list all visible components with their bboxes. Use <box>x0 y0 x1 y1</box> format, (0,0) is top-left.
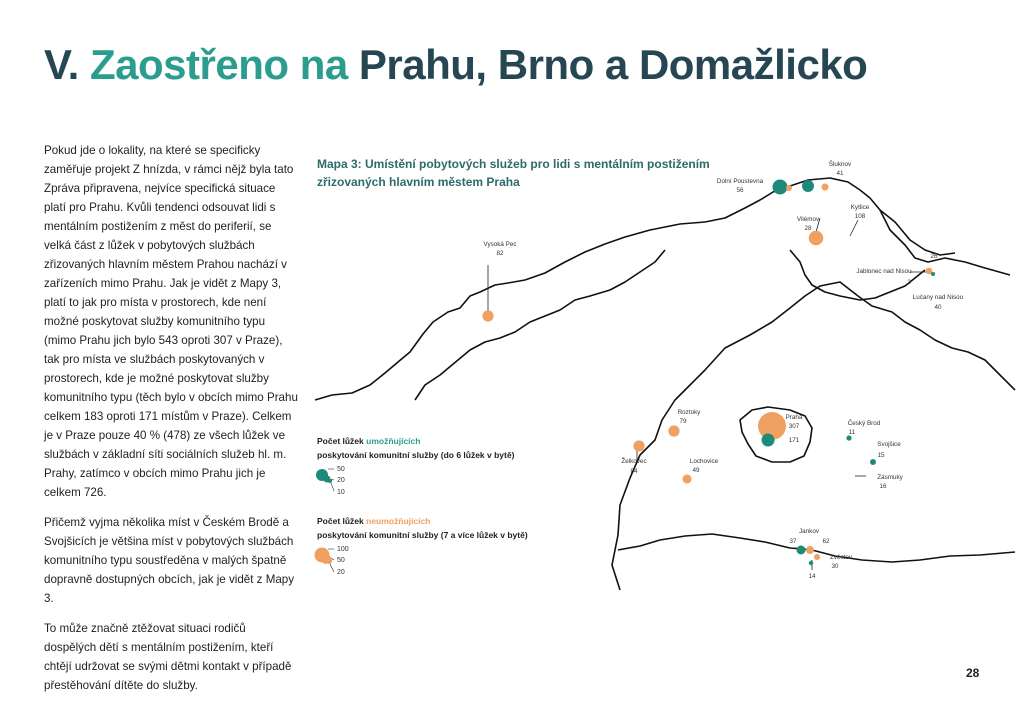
legend-noncommunity-highlight: neumožňujících <box>366 516 431 526</box>
legend-community-value-1: 50 <box>337 466 345 473</box>
paragraph-3: To může značně ztěžovat situaci rodičů dospělých dětí s mentálním postižením, kteří chtějí udržovat se svými dětmi kontakt v případě přestěhování dítěte do služby. <box>44 622 292 692</box>
value-sluknov: 41 <box>836 170 844 177</box>
svg-text:79 <box>679 418 687 425</box>
label-zvestov: Zvěstov <box>829 554 853 561</box>
label-lucany: Lučany nad Nisou <box>912 294 964 301</box>
symbol-sluknov <box>802 180 814 192</box>
value-vysoka-pec: 82 <box>496 250 504 257</box>
legend-noncommunity-value-3: 20 <box>337 569 345 576</box>
legend-community-value-3: 10 <box>337 489 345 496</box>
value-jankov-62: 62 <box>822 538 830 545</box>
symbol-zvestov-orange <box>814 554 820 560</box>
legend-noncommunity-values <box>337 546 349 576</box>
svg-text:26 <box>930 253 938 260</box>
value-vilemov: 28 <box>804 225 812 232</box>
value-zvestov-14: 14 <box>808 573 816 580</box>
symbol-roztoky <box>668 425 679 436</box>
label-sluknov: Šluknov <box>828 161 852 168</box>
svg-text:Jablonec nad Nisou <box>856 268 912 275</box>
value-lucany: 40 <box>934 304 942 311</box>
leader-kytlice <box>850 220 858 236</box>
map-symbols <box>482 180 935 566</box>
legend-community-line2: poskytování komunitní služby (do 6 lůžek v bytě) <box>317 450 515 460</box>
value-dolni-poustevna: 56 <box>736 187 744 194</box>
svg-text:Praha <box>786 414 803 421</box>
svg-text:Šluknov <box>829 159 852 168</box>
svg-text:Vilémov <box>797 216 820 223</box>
value-zelkovec: 84 <box>630 468 638 475</box>
svg-text:84 <box>630 468 638 475</box>
legend-noncommunity-prefix: Počet lůžek <box>317 516 367 526</box>
value-zasmuky: 16 <box>879 483 887 490</box>
legend-community-circle-small <box>328 479 332 483</box>
svg-text:307 <box>789 423 800 430</box>
svg-text:2 <box>907 279 911 286</box>
symbol-cesky-brod <box>846 435 851 440</box>
legend-community-symbols <box>316 469 334 491</box>
svg-text:Jankov <box>799 528 820 535</box>
svg-text:56 <box>736 187 744 194</box>
symbol-dolni-poustevna-orange <box>786 185 792 191</box>
symbol-lochovice <box>683 475 692 484</box>
svg-text:62 <box>822 538 830 545</box>
label-zelkovec: Želkovec <box>621 458 647 465</box>
svg-text:28 <box>804 225 812 232</box>
symbol-kytlice <box>809 231 824 246</box>
value-svojsice: 15 <box>877 452 885 459</box>
symbol-zvestov-teal <box>809 561 813 565</box>
svg-text:Zvěstov <box>830 554 853 561</box>
border-liberec <box>880 210 955 255</box>
symbol-jankov-orange <box>806 546 814 554</box>
symbol-vysoka-pec <box>482 310 493 321</box>
svg-text:49 <box>692 467 700 474</box>
svg-text:108 <box>855 213 866 220</box>
svg-text:Český Brod <box>848 418 881 427</box>
svg-text:Vysoká Pec <box>483 241 516 248</box>
svg-text:Lučany nad Nisou <box>913 294 964 301</box>
label-praha: Praha <box>785 414 803 421</box>
page-number: 28 <box>966 666 980 680</box>
map-title-line1: Mapa 3: Umístění pobytových služeb pro lidi s mentálním postižením <box>317 157 710 171</box>
symbol-svojsice <box>870 459 876 465</box>
label-dolni-poustevna: Dolní Poustevna <box>716 178 764 185</box>
svg-text:171 <box>789 437 800 444</box>
place-labels <box>483 159 963 580</box>
svg-text:Dolní Poustevna <box>717 178 764 185</box>
label-lochovice: Lochovice <box>689 458 719 465</box>
svg-text:Roztoky <box>678 409 702 416</box>
border-czech-outline <box>315 178 1010 400</box>
value-zvestov: 30 <box>831 563 839 570</box>
value-cesky-brod: 11 <box>848 429 856 436</box>
symbol-praha-teal <box>762 434 775 447</box>
svg-text:14 <box>808 573 816 580</box>
label-jablonec: Jablonec nad Nisou <box>856 268 912 275</box>
symbol-zelkovec <box>633 440 644 451</box>
value-jankov-37: 37 <box>789 538 797 545</box>
heading-part3: Prahu, Brno a Domažlicko <box>358 41 868 88</box>
value-lochovice: 49 <box>692 467 700 474</box>
label-zasmuky: Zásmuky <box>877 474 903 481</box>
symbol-dolni-poustevna <box>773 180 788 195</box>
legend-community-highlight: umožňujících <box>366 436 421 446</box>
svg-text:41 <box>836 170 844 177</box>
legend-noncommunity-line2: poskytování komunitní služby (7 a více lůžek v bytě) <box>317 530 528 540</box>
svg-text:37 <box>789 538 797 545</box>
value-jablonec-2: 2 <box>907 279 911 286</box>
border-west-bohemia <box>415 250 665 400</box>
label-svojsice: Svojšice <box>877 441 901 448</box>
legend-community-prefix: Počet lůžek <box>317 436 367 446</box>
svg-text:16 <box>879 483 887 490</box>
legend-noncommunity-value-1: 100 <box>337 546 349 553</box>
heading-part2: Zaostřeno na <box>90 41 348 88</box>
label-roztoky: Roztoky <box>677 409 701 416</box>
symbol-vilemov <box>822 184 829 191</box>
label-vysoka-pec: Vysoká Pec <box>483 241 517 248</box>
legend-noncommunity-circle-small <box>326 558 332 564</box>
svg-text:15 <box>877 452 885 459</box>
label-jankov: Jankov <box>799 528 819 535</box>
svg-text:82 <box>496 250 504 257</box>
legend-noncommunity-value-2: 50 <box>337 557 345 564</box>
label-kytlice: Kytlice <box>850 204 870 211</box>
svg-text:Svojšice <box>877 441 901 448</box>
legend-community-value-2: 20 <box>337 477 345 484</box>
value-praha-171: 171 <box>788 437 800 444</box>
symbol-jablonec-teal <box>931 272 935 276</box>
svg-text:Lochovice <box>690 458 719 465</box>
label-cesky-brod: Český Brod <box>847 420 881 427</box>
label-vilemov: Vilémov <box>796 216 820 223</box>
svg-text:40 <box>934 304 942 311</box>
legend-noncommunity-title <box>317 514 528 542</box>
svg-text:Želkovec <box>621 456 646 465</box>
svg-text:11 <box>849 429 856 436</box>
svg-text:Kytlice <box>851 204 870 211</box>
value-praha-307: 307 <box>788 423 800 430</box>
heading-part1: V. <box>44 41 79 88</box>
value-jablonec-26: 26 <box>930 253 938 260</box>
svg-text:30 <box>831 563 839 570</box>
legend-community-title <box>317 434 514 462</box>
paragraph-1: Pokud jde o lokality, na které se specificky zaměřuje projekt Z hnízda, v rámci nějž byla tato Zpráva připravena, nejvíce specifická situace platí pro Prahu. Kvůli tendenci odsouvat lidi s mentálním postižením z měst do periferií, se velká část z lůžek v pobytových službách zřizovaných hlavním městem Prahou nachází v zařízeních mimo Prahu. Jak je vidět z Mapy 3, platí to jak pro místa v prostorech, kde není možné poskytovat služby komunitního typu (mimo Prahu jich bylo 543 oproti 307 v Praze), tak pro místa ve službách poskytovaných v prostorech, kde je možné poskytovat služby komunitního typu (těch bylo v obcích mimo Prahu celkem 183 oproti 171 místům v Praze). Celkem je v Praze pouze 40 % (478) ze všech lůžek ve službách v základní síti sociálních služeb hl. m. Prahy, zatímco v obcích mimo Prahu jich je celkem 726. <box>44 144 298 499</box>
map-title-line2: zřizovaných hlavním městem Praha <box>317 175 520 189</box>
value-roztoky: 79 <box>679 418 687 425</box>
paragraph-2: Přičemž vyjma několika míst v Českém Brodě a Svojšicích je většina míst v pobytových službách komunitního typu soustředěna v malých špatně dopravně dostupných obcích, jak je vidět z Mapy 3. <box>44 516 295 605</box>
symbol-jankov-teal <box>797 546 806 555</box>
legend-community-values <box>337 466 345 496</box>
legend-noncommunity-symbols <box>315 548 335 573</box>
value-kytlice: 108 <box>854 213 866 220</box>
svg-text:Zásmuky <box>877 474 903 481</box>
